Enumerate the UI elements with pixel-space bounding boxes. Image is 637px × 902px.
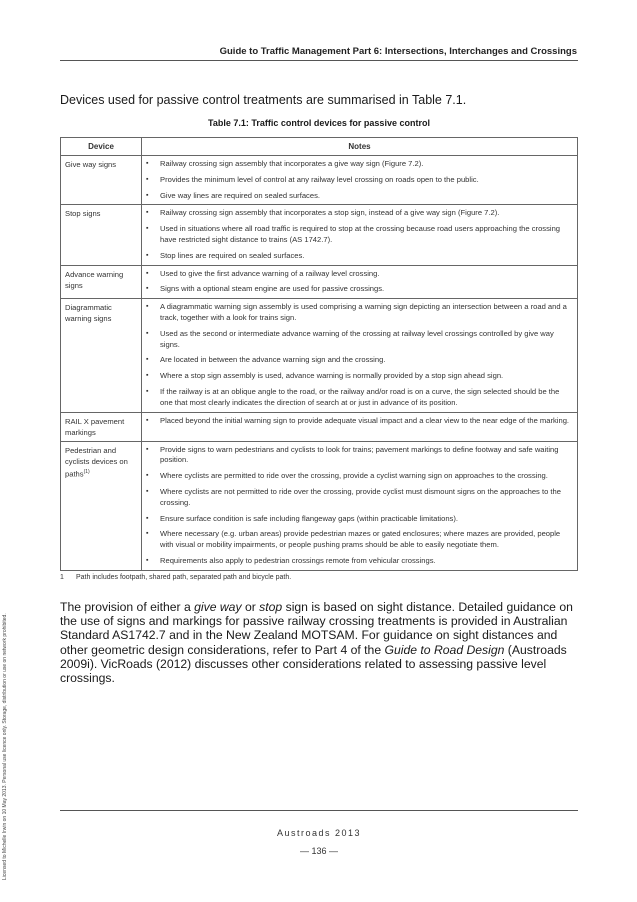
table-row [61,299,578,412]
para-text-4: (Austroads 2009i). VicRoads (2012) discusses other considerations related to assessing passive level crossings. [60,642,567,686]
note-item: ▪ Used as the second or intermediate advance warning of the crossing at railway level crossings controlled by give way signs. [160,329,573,351]
notes-list [146,416,573,427]
table-header-row [61,138,578,156]
notes-list [146,269,573,296]
note-item: ▪ Where a stop sign assembly is used, advance warning is normally provided by a stop sign ahead sign. [160,371,573,382]
device-name: Give way signs [65,160,117,169]
note-item: ▪ Where necessary (e.g. urban areas) provide pedestrian mazes or gated enclosures; where mazes are provided, people with visual or mobility impairments, or people pushing prams should be able to easily negotiate them. [160,529,573,551]
para-italic-guide-title: Guide to Road Design [384,642,505,657]
note-item: ▪ Placed beyond the initial warning sign to provide adequate visual impact and a clear view to the near edge of the marking. [160,416,573,427]
column-header-notes: Notes [142,138,578,156]
notes-cell [142,205,578,265]
device-name: RAIL X pavement markings [65,416,125,437]
note-item: ▪ Are located in between the advance warning sign and the crossing. [160,355,573,366]
note-item: ▪ Railway crossing sign assembly that incorporates a give way sign (Figure 7.2). [160,159,573,170]
note-item: ▪ Provide signs to warn pedestrians and cyclists to look for trains; pavement markings to define footway and safe waiting position. [160,445,573,467]
note-item: ▪ Signs with a optional steam engine are used for passive crossings. [160,284,573,295]
running-header: Guide to Traffic Management Part 6: Intersections, Interchanges and Crossings [219,46,577,57]
header-rule [60,60,578,61]
device-cell [61,412,142,441]
para-italic-give-way: give way [194,600,242,614]
column-header-device: Device [61,138,142,156]
device-cell [61,156,142,205]
note-item: ▪ Used to give the first advance warning of a railway level crossing. [160,269,573,280]
note-item: ▪ Used in situations where all road traffic is required to stop at the crossing because road users approaching the crossing have restricted sight distance to trains (AS 1742.7). [160,224,573,246]
footnote-text: Path includes footpath, shared path, separated path and bicycle path. [76,574,292,581]
para-text-1: The provision of either a [60,600,195,614]
table-title: Table 7.1: Traffic control devices for passive control [208,118,430,128]
table-row [61,156,578,205]
note-item: ▪ Where cyclists are not permitted to ride over the crossing, provide cyclist must dismount signs on the approaches to the crossing. [160,487,573,509]
para-italic-stop: stop [259,600,283,614]
device-footnote-ref: (1) [83,468,90,475]
table-row [61,265,578,299]
device-name: Stop signs [65,209,101,219]
note-item: ▪ A diagrammatic warning sign assembly is used comprising a warning sign depicting an intersection between a road and a track, together with a look for trains sign. [160,302,573,324]
table-row [61,441,578,570]
device-cell [61,441,142,570]
note-item: ▪ Provides the minimum level of control at any railway level crossing on roads open to the public. [160,175,573,186]
notes-cell [142,299,578,412]
notes-cell [142,441,578,570]
page-number: — 136 — [299,846,339,856]
device-name: Pedestrian and cyclists devices on paths [65,445,128,479]
notes-list [146,208,573,261]
device-cell [61,205,142,265]
footnote-number: 1 [60,574,64,581]
notes-list [146,302,573,408]
note-item: ▪ Where cyclists are permitted to ride over the crossing, provide a cyclist warning sign on approaches to the crossing. [160,471,573,482]
body-paragraph [60,600,578,685]
note-item: ▪ Give way lines are required on sealed surfaces. [160,191,573,202]
notes-cell [142,412,578,441]
table-footnote [60,574,291,581]
table-row [61,412,578,441]
device-cell [61,265,142,299]
notes-list [146,159,573,201]
note-item: ▪ Railway crossing sign assembly that incorporates a stop sign, instead of a give way sign (Figure 7.2). [160,208,573,219]
table-body [61,156,578,571]
note-item: ▪ If the railway is at an oblique angle to the road, or the railway and/or road is on a curve, the sign selected should be the one that most clearly indicates the direction of search at or just in advance of its position. [160,387,573,409]
notes-list [146,445,573,567]
footer-organisation: Austroads 2013 [276,828,362,838]
intro-sentence: Devices used for passive control treatments are summarised in Table 7.1. [60,93,467,107]
licence-side-note: Licensed to Michelle Irwin on 10 May 2013. Personal use licence only. Storage, distribution or use on network prohibited. [2,613,8,880]
para-text-2: or [241,600,260,614]
devices-table [60,137,578,571]
device-name: Diagrammatic warning signs [65,303,112,324]
para-text-3: sign is based on sight distance. Detailed guidance on the use of signs and markings for passive railway crossing treatments is provided in Australian Standard AS1742.7 and in the New Zealand MOTSAM. For guidance on sight distances and other geometric design considerations, refer to Part 4 of the [60,600,573,657]
note-item: ▪ Requirements also apply to pedestrian crossings remote from vehicular crossings. [160,556,573,567]
footer-rule [60,810,578,811]
notes-cell [142,156,578,205]
note-item: ▪ Ensure surface condition is safe including flangeway gaps (within practicable limitations). [160,514,573,525]
device-cell [61,299,142,412]
device-name: Advance warning signs [65,269,124,290]
table-row [61,205,578,265]
notes-cell [142,265,578,299]
note-item: ▪ Stop lines are required on sealed surfaces. [160,251,573,262]
